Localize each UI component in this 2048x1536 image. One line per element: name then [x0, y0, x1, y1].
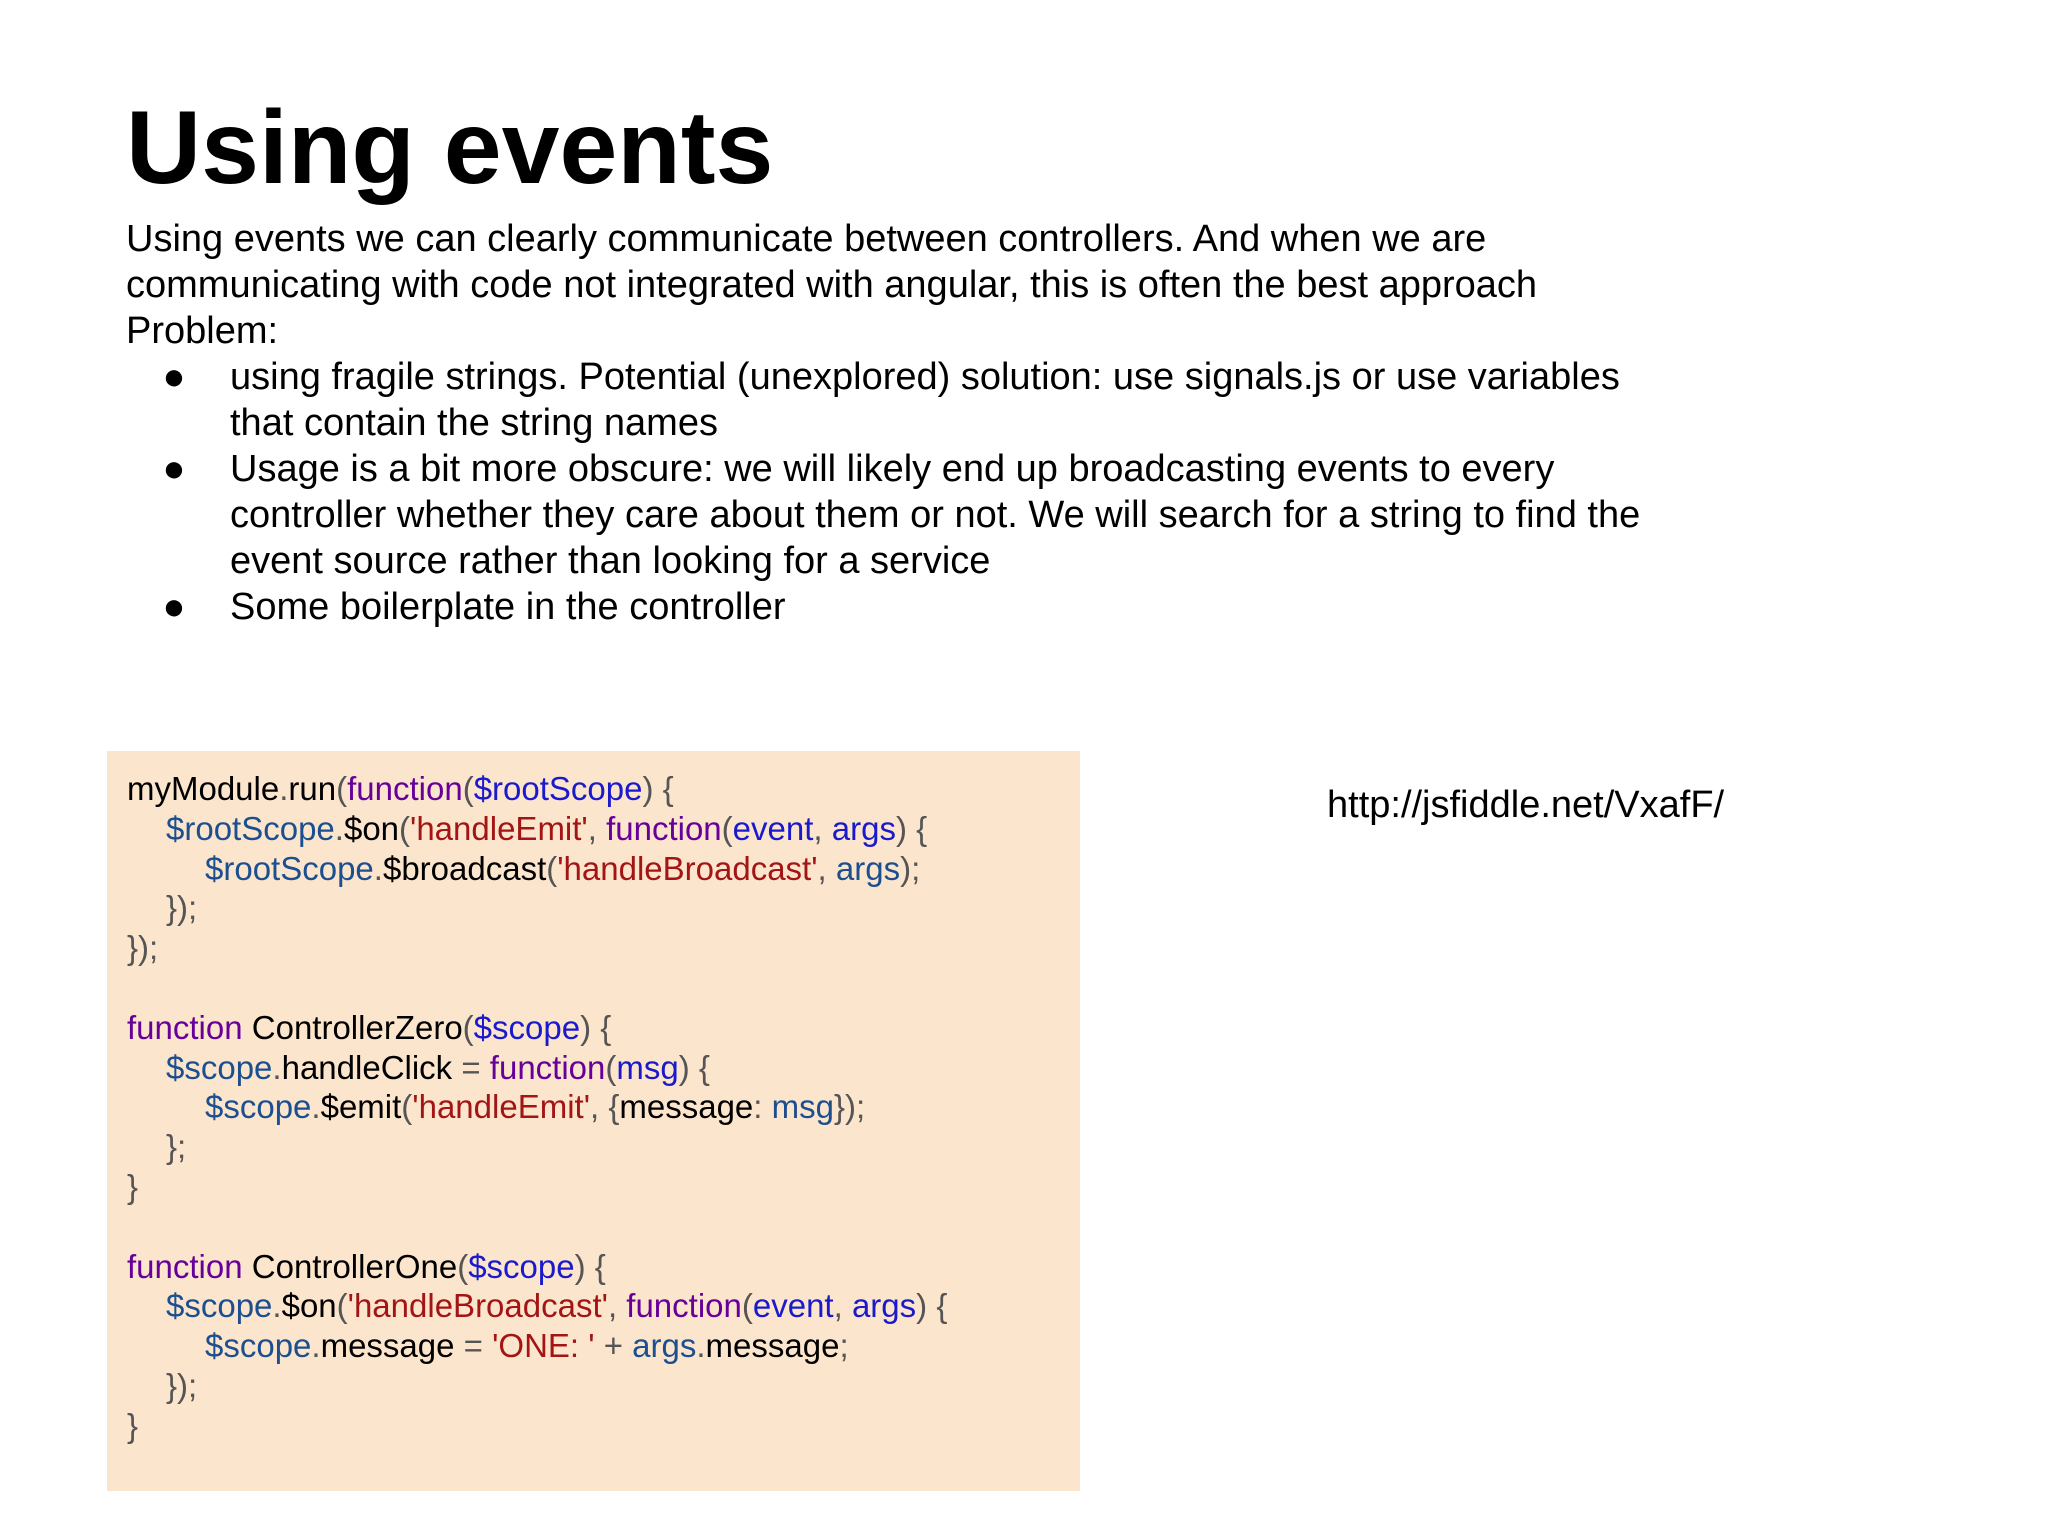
code-line: function ControllerOne($scope) {	[127, 1247, 606, 1285]
code-line: myModule.run(function($rootScope) {	[127, 770, 674, 807]
problem-label: Problem:	[126, 310, 279, 352]
code-blank-line	[127, 968, 1080, 1008]
bullet-item	[126, 354, 1766, 446]
bullet-dot-icon: ●	[162, 586, 186, 628]
code-line: }	[127, 1406, 139, 1444]
jsfiddle-link[interactable]: http://jsfiddle.net/VxafF/	[1327, 784, 1725, 826]
code-line: });	[166, 1366, 198, 1404]
code-line: $rootScope.$on('handleEmit', function(event, args) {	[166, 809, 928, 847]
bullet-line: Some boilerplate in the controller	[230, 586, 786, 628]
intro-line: communicating with code not integrated with angular, this is often the best approach	[126, 264, 1538, 306]
bullet-dot-icon: ●	[162, 448, 186, 490]
bullet-line: Usage is a bit more obscure: we will likely end up broadcasting events to every	[230, 448, 1555, 490]
bullet-item	[126, 584, 1766, 630]
bullet-line: using fragile strings. Potential (unexplored) solution: use signals.js or use variables	[230, 356, 1620, 398]
code-line: }	[127, 1167, 139, 1205]
code-line: function ControllerZero($scope) {	[127, 1008, 612, 1046]
bullet-item	[126, 446, 1766, 584]
code-line: });	[166, 889, 198, 927]
intro-line: Using events we can clearly communicate between controllers. And when we are	[126, 218, 1487, 260]
bullet-line: controller whether they care about them or not. We will search for a string to find the	[230, 494, 1641, 536]
code-block	[107, 751, 1080, 1491]
code-line: $scope.message = 'ONE: ' + args.message;	[205, 1327, 849, 1365]
code-line: };	[166, 1128, 187, 1166]
code-line: $scope.handleClick = function(msg) {	[166, 1048, 710, 1086]
code-line: $rootScope.$broadcast('handleBroadcast', args);	[205, 849, 921, 887]
slide-title: Using events	[126, 90, 774, 206]
code-line: $scope.$emit('handleEmit', {message: msg});	[205, 1088, 866, 1126]
bullet-line: event source rather than looking for a service	[230, 540, 991, 582]
code-line: });	[127, 929, 159, 967]
code-line: $scope.$on('handleBroadcast', function(event, args) {	[166, 1287, 948, 1325]
bullet-line: that contain the string names	[230, 402, 718, 444]
bullet-dot-icon: ●	[162, 356, 186, 398]
code-blank-line	[127, 1207, 1080, 1247]
problem-bullet-list	[126, 354, 1766, 630]
slide-body	[126, 216, 1766, 630]
